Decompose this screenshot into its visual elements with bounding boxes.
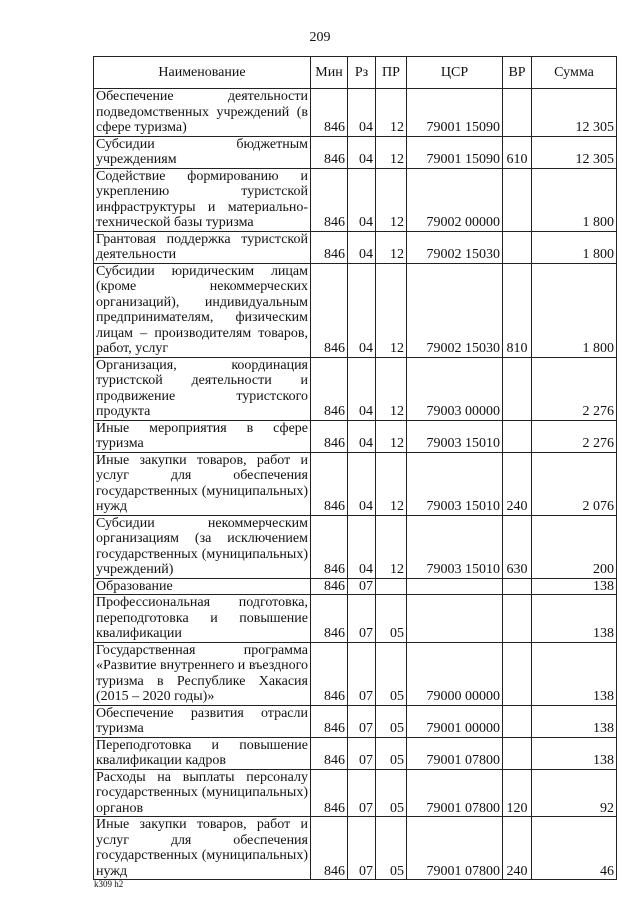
- cell-sum: 200: [532, 515, 617, 578]
- cell-min: 846: [311, 136, 348, 168]
- cell-sum: 138: [532, 705, 617, 737]
- cell-sum: 12 305: [532, 89, 617, 137]
- table-row: [94, 420, 617, 452]
- cell-vr: [503, 357, 532, 420]
- cell-vr: 810: [503, 263, 532, 357]
- cell-rz: 07: [348, 595, 376, 643]
- table-row: [94, 89, 617, 137]
- cell-csr: 79001 07800: [407, 769, 503, 817]
- cell-csr: [407, 578, 503, 595]
- cell-sum: 138: [532, 595, 617, 643]
- cell-name: Обеспечение развития отрасли туризма: [94, 705, 311, 737]
- header-csr: ЦСР: [407, 57, 503, 89]
- cell-pr: 05: [376, 737, 407, 769]
- cell-rz: 07: [348, 642, 376, 705]
- cell-pr: 05: [376, 769, 407, 817]
- cell-pr: 12: [376, 89, 407, 137]
- cell-name: Иные мероприятия в сфере туризма: [94, 420, 311, 452]
- cell-name: Содействие формированию и укреплению туристской инфраструктуры и материально-технической базы туризма: [94, 168, 311, 231]
- cell-min: 846: [311, 231, 348, 263]
- cell-csr: 79001 15090: [407, 136, 503, 168]
- cell-sum: 1 800: [532, 168, 617, 231]
- cell-vr: [503, 231, 532, 263]
- cell-vr: [503, 578, 532, 595]
- footer-code: k309 h2: [94, 879, 124, 889]
- cell-rz: 04: [348, 420, 376, 452]
- cell-csr: 79002 15030: [407, 231, 503, 263]
- cell-min: 846: [311, 263, 348, 357]
- cell-pr: 12: [376, 263, 407, 357]
- header-vr: ВР: [503, 57, 532, 89]
- cell-pr: 12: [376, 168, 407, 231]
- cell-min: 846: [311, 515, 348, 578]
- cell-sum: 92: [532, 769, 617, 817]
- cell-rz: 04: [348, 89, 376, 137]
- table-row: [94, 817, 617, 880]
- cell-name: Иные закупки товаров, работ и услуг для обеспечения государственных (муниципальных) нужд: [94, 452, 311, 515]
- cell-csr: 79000 00000: [407, 642, 503, 705]
- cell-csr: 79001 07800: [407, 737, 503, 769]
- cell-min: 846: [311, 595, 348, 643]
- cell-pr: 12: [376, 420, 407, 452]
- cell-pr: 05: [376, 817, 407, 880]
- table-row: [94, 578, 617, 595]
- cell-sum: 12 305: [532, 136, 617, 168]
- cell-rz: 04: [348, 263, 376, 357]
- cell-min: 846: [311, 452, 348, 515]
- cell-min: 846: [311, 357, 348, 420]
- cell-pr: [376, 578, 407, 595]
- cell-vr: [503, 705, 532, 737]
- cell-pr: 05: [376, 705, 407, 737]
- header-name: Наименование: [94, 57, 311, 89]
- cell-rz: 04: [348, 168, 376, 231]
- cell-vr: [503, 642, 532, 705]
- cell-pr: 12: [376, 136, 407, 168]
- cell-name: Переподготовка и повышение квалификации кадров: [94, 737, 311, 769]
- table-row: [94, 515, 617, 578]
- cell-csr: 79001 15090: [407, 89, 503, 137]
- cell-csr: 79001 00000: [407, 705, 503, 737]
- cell-name: Субсидии бюджетным учреждениям: [94, 136, 311, 168]
- cell-vr: 240: [503, 817, 532, 880]
- cell-name: Грантовая поддержка туристской деятельности: [94, 231, 311, 263]
- cell-rz: 07: [348, 705, 376, 737]
- cell-min: 846: [311, 769, 348, 817]
- table-row: [94, 136, 617, 168]
- cell-rz: 04: [348, 231, 376, 263]
- cell-rz: 07: [348, 578, 376, 595]
- cell-name: Расходы на выплаты персоналу государственных (муниципальных) органов: [94, 769, 311, 817]
- cell-pr: 12: [376, 357, 407, 420]
- table-row: [94, 168, 617, 231]
- cell-vr: [503, 737, 532, 769]
- cell-sum: 2 276: [532, 357, 617, 420]
- table-row: [94, 357, 617, 420]
- cell-csr: 79003 15010: [407, 515, 503, 578]
- cell-csr: 79002 15030: [407, 263, 503, 357]
- cell-sum: 46: [532, 817, 617, 880]
- table-row: [94, 642, 617, 705]
- table-row: [94, 263, 617, 357]
- table-row: [94, 737, 617, 769]
- cell-pr: 05: [376, 642, 407, 705]
- cell-name: Профессиональная подготовка, переподготовка и повышение квалификации: [94, 595, 311, 643]
- table-row: [94, 595, 617, 643]
- cell-csr: 79003 15010: [407, 420, 503, 452]
- cell-min: 846: [311, 705, 348, 737]
- cell-sum: 1 800: [532, 263, 617, 357]
- cell-rz: 07: [348, 817, 376, 880]
- table-row: [94, 705, 617, 737]
- cell-sum: 2 076: [532, 452, 617, 515]
- cell-name: Обеспечение деятельности подведомственных учреждений (в сфере туризма): [94, 89, 311, 137]
- cell-pr: 12: [376, 452, 407, 515]
- cell-vr: [503, 420, 532, 452]
- table-header-row: [94, 57, 617, 89]
- cell-vr: 630: [503, 515, 532, 578]
- cell-csr: 79001 07800: [407, 817, 503, 880]
- cell-rz: 04: [348, 357, 376, 420]
- header-rz: Рз: [348, 57, 376, 89]
- cell-min: 846: [311, 420, 348, 452]
- cell-rz: 07: [348, 769, 376, 817]
- header-min: Мин: [311, 57, 348, 89]
- cell-rz: 04: [348, 515, 376, 578]
- cell-sum: 138: [532, 642, 617, 705]
- cell-vr: [503, 595, 532, 643]
- cell-sum: 2 276: [532, 420, 617, 452]
- header-pr: ПР: [376, 57, 407, 89]
- cell-pr: 12: [376, 231, 407, 263]
- cell-pr: 05: [376, 595, 407, 643]
- cell-csr: 79003 15010: [407, 452, 503, 515]
- cell-csr: 79003 00000: [407, 357, 503, 420]
- cell-rz: 04: [348, 136, 376, 168]
- cell-vr: 610: [503, 136, 532, 168]
- cell-rz: 07: [348, 737, 376, 769]
- cell-sum: 138: [532, 578, 617, 595]
- cell-min: 846: [311, 89, 348, 137]
- cell-rz: 04: [348, 452, 376, 515]
- cell-min: 846: [311, 737, 348, 769]
- cell-sum: 1 800: [532, 231, 617, 263]
- cell-vr: 120: [503, 769, 532, 817]
- cell-min: 846: [311, 817, 348, 880]
- page-number: 209: [309, 30, 331, 45]
- cell-name: Государственная программа «Развитие внутреннего и въездного туризма в Республике Хакасия (2015 – 2020 годы)»: [94, 642, 311, 705]
- cell-name: Иные закупки товаров, работ и услуг для обеспечения государственных (муниципальных) нужд: [94, 817, 311, 880]
- table-row: [94, 769, 617, 817]
- cell-sum: 138: [532, 737, 617, 769]
- cell-csr: [407, 595, 503, 643]
- cell-min: 846: [311, 168, 348, 231]
- table-row: [94, 231, 617, 263]
- header-sum: Сумма: [532, 57, 617, 89]
- cell-name: Субсидии некоммерческим организациям (за исключением государственных (муниципальных) учреждений): [94, 515, 311, 578]
- cell-name: Организация, координация туристской деятельности и продвижение туристского продукта: [94, 357, 311, 420]
- cell-vr: 240: [503, 452, 532, 515]
- table-row: [94, 452, 617, 515]
- cell-vr: [503, 89, 532, 137]
- cell-name: Образование: [94, 578, 311, 595]
- cell-name: Субсидии юридическим лицам (кроме некоммерческих организаций), индивидуальным предпринимателям, физическим лицам – производителям товаров, работ, услуг: [94, 263, 311, 357]
- cell-min: 846: [311, 578, 348, 595]
- cell-min: 846: [311, 642, 348, 705]
- cell-csr: 79002 00000: [407, 168, 503, 231]
- cell-pr: 12: [376, 515, 407, 578]
- cell-vr: [503, 168, 532, 231]
- budget-table: [93, 56, 617, 880]
